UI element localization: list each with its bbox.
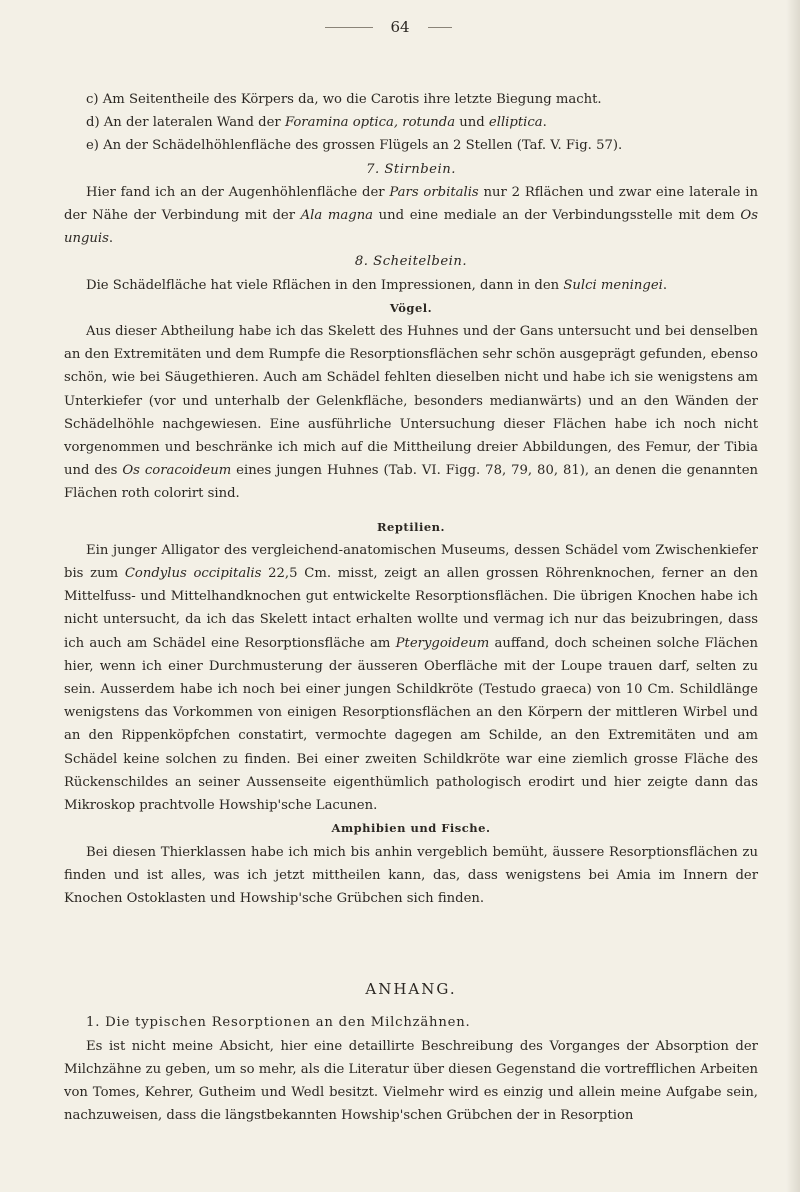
paragraph-amphibien: Bei diesen Thierklassen habe ich mich bis anhin vergeblich bemüht, äussere Resorptionsflächen zu finden und ist alles, was ich jetzt mittheilen kann, das, dass wenigstens bei Amia im Innern der Knochen Ostoklasten und Howship'sche Grübchen sich finden. [64, 844, 758, 906]
page-edge-shadow [786, 0, 800, 1192]
list-item-c: c) Am Seitentheile des Körpers da, wo die Carotis ihre letzte Biegung macht. [86, 92, 602, 107]
subheading-stirnbein: 7. Stirnbein. [366, 161, 456, 177]
appendix-heading: ANHANG. [365, 980, 457, 999]
section-heading-reptilien: Reptilien. [376, 519, 445, 534]
paragraph-stirnbein: Hier fand ich an der Augenhöhlenfläche der Pars orbitalis nur 2 Rflächen und zwar eine laterale in der Nähe der Verbindung mit der Ala magna und eine mediale an der Verbindungsstelle mit dem Os unguis. [64, 184, 758, 247]
subheading-scheitelbein: 8. Scheitelbein. [354, 254, 468, 270]
paragraph-scheitelbein: Die Schädelfläche hat viele Rflächen in den Impressionen, dann in den Sulci meningei. [86, 277, 668, 293]
body-text [64, 88, 758, 1127]
paragraph-voegel: Aus dieser Abtheilung habe ich das Skelett des Huhnes und der Gans untersucht und bei denselben an den Extremitäten und dem Rumpfe die Resorptionsflächen sehr schön ausgeprägt gefunden, ebenso schön, wie bei Säugethieren. Auch am Schädel fehlten dieselben nicht und habe ich sie wenigstens am Unterkiefer (vor und unterhalb der Gelenkfläche, besonders medianwärts) und an den Wänden der Schädelhöhle nachgewiesen. Eine ausführliche Untersuchung dieser Flächen habe ich noch nicht vorgenommen und beschränke ich mich auf die Mittheilung dreier Abbildungen, des Femur, der Tibia und des Os coracoideum eines jungen Huhnes (Tab. VI. Figg. 78, 79, 80, 81), an denen die genannten Flächen roth colorirt sind. [64, 324, 758, 502]
list-item-e: e) An der Schädelhöhlenfläche des grossen Flügels an 2 Stellen (Taf. V. Fig. 57). [86, 138, 623, 154]
section-heading-voegel: Vögel. [389, 300, 433, 315]
paragraph-reptilien: Ein junger Alligator des vergleichend-anatomischen Museums, dessen Schädel vom Zwischenkiefer bis zum Condylus occipitalis 22,5 Cm. misst, zeigt an allen grossen Röhrenknochen, ferner an den Mittelfuss- und Mittelhandknochen gut entwickelte Resorptionsflächen. Die übrigen Knochen habe ich nicht untersucht, da ich das Skelett intact erhalten wollte und vermag ich nur das beizubringen, dass ich auch am Schädel eine Resorptionsfläche am Pterygoideum auffand, doch scheinen solche Flächen hier, wenn ich einer Durchmusterung der äusseren Oberfläche mit der Loupe trauen darf, selten zu sein. Ausserdem habe ich noch bei einer jungen Schildkröte (Testudo graeca) von 10 Cm. Schildlänge wenigstens das Vorkommen von einigen Resorptionsflächen an den Körpern der mittleren Wirbel und an den Rippenköpfchen constatirt, vermochte dagegen am Schilde, an den Extremitäten und am Schädel keine solchen zu finden. Bei einer zweiten Schildkröte war eine ziemlich grosse Fläche des Rückenschildes an seiner Aussenseite eigenthümlich pathologisch erodirt und hier zeigte dann das Mikroskop prachtvolle Howship'sche Lacunen. [64, 542, 758, 814]
header-rule-left [325, 27, 373, 28]
list-item-d: d) An der lateralen Wand der Foramina optica, rotunda und elliptica. [86, 115, 547, 131]
page-number: 64 [390, 18, 410, 36]
header-rule-right [428, 27, 452, 28]
section-heading-amphibien: Amphibien und Fische. [331, 821, 491, 836]
paragraph-anhang: Es ist nicht meine Absicht, hier eine detaillirte Beschreibung des Vorganges der Absorption der Milchzähne zu geben, um so mehr, als die Literatur über diesen Gegenstand die vortrefflichen Arbeiten von Tomes, Kehrer, Gutheim und Wedl besitzt. Vielmehr wird es einzig und allein meine Aufgabe sein, nachzuweisen, dass die längstbekannten Howship'schen Grübchen der in Resorption [64, 1038, 758, 1124]
appendix-subheading: 1. Die typischen Resorptionen an den Milchzähnen. [86, 1015, 471, 1031]
